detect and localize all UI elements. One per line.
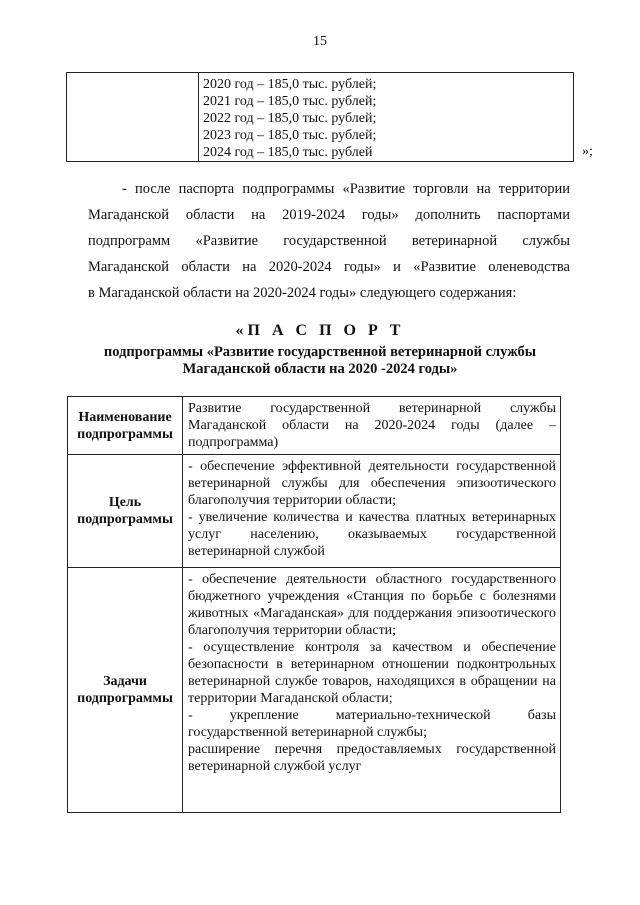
passport-title: «П А С П О Р Т	[235, 322, 405, 339]
budget-table-values-cell	[199, 73, 574, 162]
passport-row-goal	[68, 455, 561, 568]
budget-line: 2022 год – 185,0 тыс. рублей;	[203, 111, 377, 126]
paragraph-line: Магаданской области на 2019-2024 годы» дополнить паспортами	[88, 207, 570, 223]
budget-line: 2021 год – 185,0 тыс. рублей;	[203, 94, 377, 109]
intro-paragraph	[88, 176, 570, 306]
budget-line: 2023 год – 185,0 тыс. рублей;	[203, 128, 377, 143]
paragraph-line: - после паспорта подпрограммы «Развитие торговли на территории	[122, 181, 570, 197]
budget-table-label-cell	[67, 73, 199, 162]
row-value: - обеспечение эффективной деятельности государственной ветеринарной службы для обеспечения эпизоотического благополучия территории области; - увеличение количества и качества платных ветеринарных услуг населению, оказываемых государственной ветеринарной службой	[183, 455, 561, 568]
closing-quote-mark: »;	[582, 144, 593, 159]
passport-subtitle-line: Магаданской области на 2020 -2024 годы»	[182, 361, 458, 377]
passport-row-name	[68, 397, 561, 455]
row-value: Развитие государственной ветеринарной службы Магаданской области на 2020-2024 годы (далее – подпрограмма)	[183, 397, 561, 455]
passport-subtitle-line: подпрограммы «Развитие государственной ветеринарной службы	[103, 344, 537, 360]
row-label: Наименование подпрограммы	[68, 397, 183, 455]
page-number: 15	[313, 34, 327, 49]
passport-subtitle	[0, 344, 640, 378]
paragraph-line: в Магаданской области на 2020-2024 годы» следующего содержания:	[88, 285, 517, 301]
budget-table	[66, 72, 574, 162]
budget-line: 2024 год – 185,0 тыс. рублей	[203, 145, 373, 160]
paragraph-line: подпрограмм «Развитие государственной ветеринарной службы	[88, 233, 570, 249]
passport-row-tasks	[68, 568, 561, 813]
budget-line: 2020 год – 185,0 тыс. рублей;	[203, 77, 377, 92]
row-label: Задачи подпрограммы	[68, 568, 183, 813]
passport-table	[67, 396, 561, 813]
row-label: Цель подпрограммы	[68, 455, 183, 568]
row-value: - обеспечение деятельности областного государственного бюджетного учреждения «Станция по борьбе с болезнями животных «Магаданская» для поддержания эпизоотического благополучия территории области; - осуществление контроля за качеством и обеспечение безопасности в ветеринарном отношении подконтрольных ветеринарной службе товаров, находящихся в обращении на территории Магаданской области; - укрепление материально-технической базы государственной ветеринарной службы; расширение перечня предоставляемых государственной ветеринарной службой услуг	[183, 568, 561, 813]
paragraph-line: Магаданской области на 2020-2024 годы» и «Развитие оленеводства	[88, 259, 570, 275]
